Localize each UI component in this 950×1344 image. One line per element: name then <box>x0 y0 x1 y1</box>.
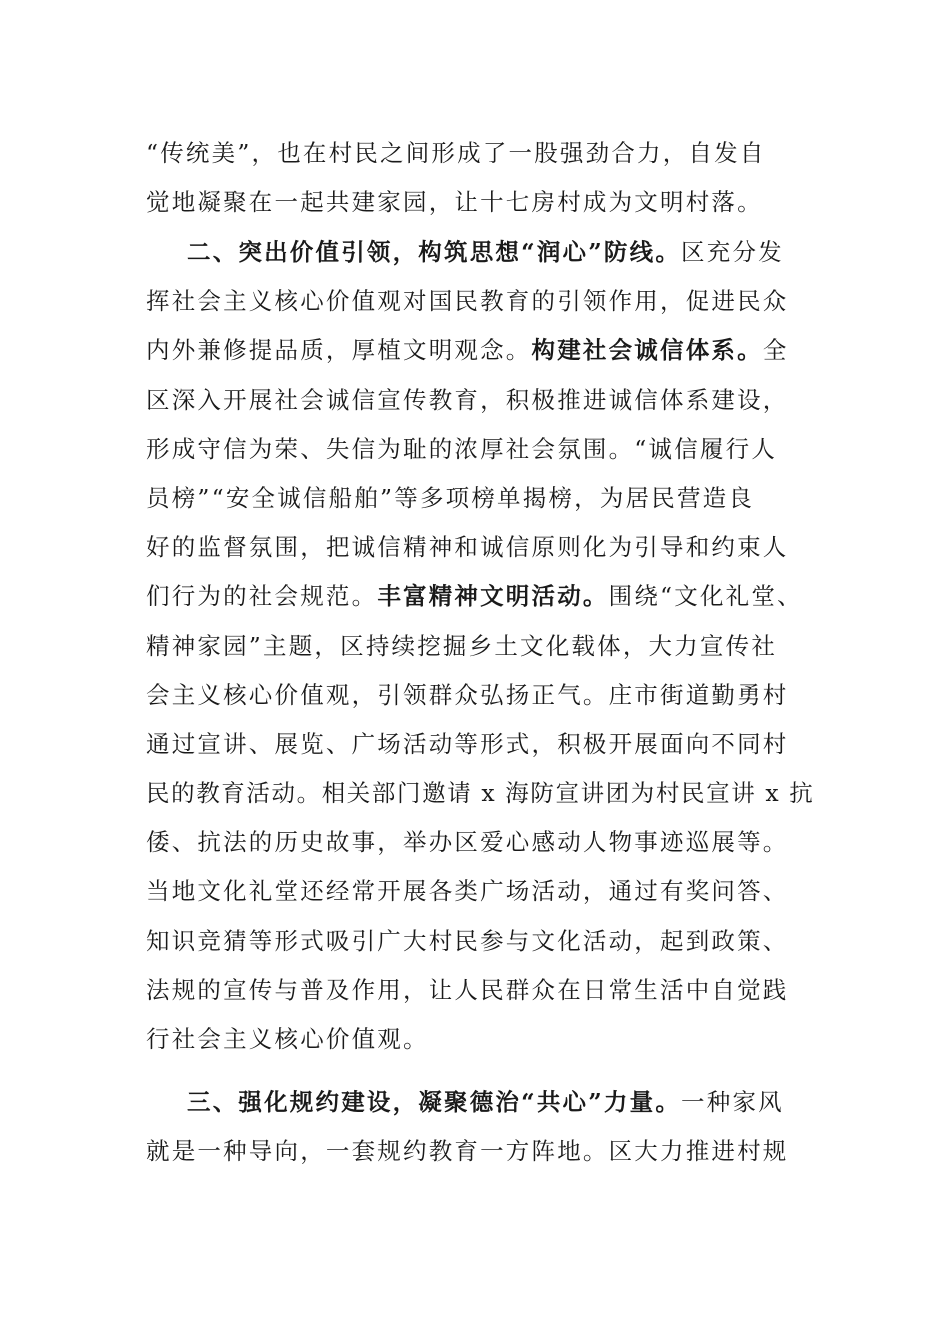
text-line: 行社会主义核心价值观。 <box>146 1025 429 1053</box>
text-line: 好的监督氛围，把诚信精神和诚信原则化为引导和约束人 <box>146 533 789 562</box>
text-line: 觉地凝聚在一起共建家园，让十七房村成为文明村落。 <box>146 188 763 217</box>
subheading-spiritual-activities: 丰富精神文明活动。 <box>377 582 609 611</box>
text-line: 形成守信为荣、失信为耻的浓厚社会氛围。“诚信履行人 <box>146 434 778 463</box>
paragraph-continuation <box>146 129 814 227</box>
text-line <box>146 228 814 277</box>
subheading-credit-system: 构建社会诚信体系。 <box>531 336 763 365</box>
text-line <box>146 326 814 375</box>
text-line: 法规的宣传与普及作用，让人民群众在日常生活中自觉践 <box>146 975 789 1004</box>
text-line <box>146 1078 814 1127</box>
text-run: 一种家风 <box>681 1088 784 1116</box>
text-line: 通过宣讲、展览、广场活动等形式，积极开展面向不同村 <box>146 729 789 758</box>
text-run: 围绕“文化礼堂、 <box>608 582 803 611</box>
section-3-paragraph <box>146 1078 814 1176</box>
text-line: 倭、抗法的历史故事，举办区爱心感动人物事迹巡展等。 <box>146 828 789 857</box>
text-line: 员榜”“安全诚信船舶”等多项榜单揭榜，为居民营造良 <box>146 483 755 512</box>
section-2-paragraph <box>146 228 814 1064</box>
text-line: 挥社会主义核心价值观对国民教育的引领作用，促进民众 <box>146 287 789 316</box>
section-2-heading: 二、突出价值引领，构筑思想“润心”防线。 <box>187 238 682 266</box>
text-line: 民的教育活动。相关部门邀请 x 海防宣讲团为村民宣讲 x 抗 <box>146 779 815 808</box>
text-line: 知识竞猜等形式吸引广大村民参与文化活动，起到政策、 <box>146 926 789 955</box>
text-line: 区深入开展社会诚信宣传教育，积极推进诚信体系建设， <box>146 385 789 414</box>
text-line: 精神家园”主题，区持续挖掘乡土文化载体，大力宣传社 <box>146 631 778 660</box>
text-run: 区充分发 <box>681 238 784 266</box>
text-line: “传统美”，也在村民之间形成了一股强劲合力，自发自 <box>146 139 766 167</box>
section-3-heading: 三、强化规约建设，凝聚德治“共心”力量。 <box>187 1088 682 1116</box>
text-line: 就是一种导向，一套规约教育一方阵地。区大力推进村规 <box>146 1137 789 1166</box>
text-line: 会主义核心价值观，引领群众弘扬正气。庄市街道勤勇村 <box>146 680 789 709</box>
text-run: 内外兼修提品质，厚植文明观念。 <box>146 336 532 365</box>
text-run: 们行为的社会规范。 <box>146 582 378 611</box>
text-line: 当地文化礼堂还经常开展各类广场活动，通过有奖问答、 <box>146 877 789 906</box>
text-line <box>146 572 814 621</box>
text-run: 全 <box>762 336 789 365</box>
